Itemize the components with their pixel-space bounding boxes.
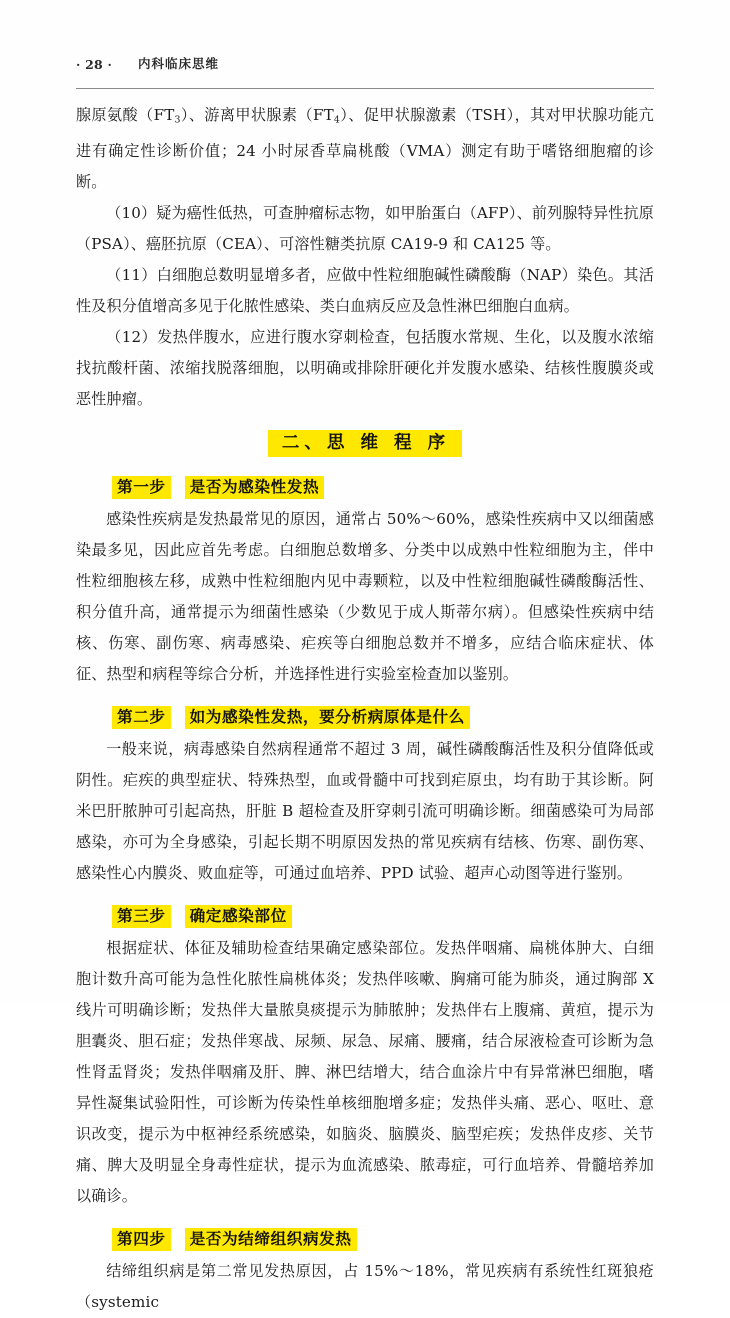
paragraph-ft-continued	[76, 100, 654, 198]
step-heading-4	[76, 1224, 654, 1254]
ft-tail-text: ）、促甲状腺激素（TSH），其对甲状腺功能亢进有确定性诊断价值；24 小时尿香草扁桃酸（VMA）测定有助于嗜铬细胞瘤的诊断。	[76, 106, 654, 191]
step-title-3: 确定感染部位	[185, 905, 292, 928]
book-title: 内科临床思维	[138, 56, 220, 71]
ft3-subscript: 3	[174, 114, 181, 126]
paragraph-step-3: 根据症状、体征及辅助检查结果确定感染部位。发热伴咽痛、扁桃体肿大、白细胞计数升高可能为急性化脓性扁桃体炎；发热伴咳嗽、胸痛可能为肺炎，通过胸部 X 线片可明确诊断；发热伴大量脓臭痰提示为肺脓肿；发热伴右上腹痛、黄疸，提示为胆囊炎、胆石症；发热伴寒战、尿频、尿急、尿痛、腰痛，结合尿液检查可诊断为急性肾盂肾炎；发热伴咽痛及肝、脾、淋巴结增大，结合血涂片中有异常淋巴细胞，嗜异性凝集试验阳性，可诊断为传染性单核细胞增多症；发热伴头痛、恶心、呕吐、意识改变，提示为中枢神经系统感染，如脑炎、脑膜炎、脑型疟疾；发热伴皮疹、关节痛、脾大及明显全身毒性症状，提示为血流感染、脓毒症，可行血培养、骨髓培养加以确诊。	[76, 938, 654, 1205]
step-heading-2	[76, 702, 654, 732]
ft-mid-text: ）、游离甲状腺素（FT	[180, 106, 334, 124]
step-title-2: 如为感染性发热，要分析病原体是什么	[185, 706, 470, 729]
step-heading-3	[76, 901, 654, 931]
text-column	[76, 100, 654, 1318]
paragraph-item-11: （11）白细胞总数明显增多者，应做中性粒细胞碱性磷酸酶（NAP）染色。其活性及积分值增高多见于化脓性感染、类白血病反应及急性淋巴细胞白血病。	[76, 265, 654, 315]
step-badge-1: 第一步	[112, 476, 171, 499]
page-number: · 28 ·	[76, 57, 113, 72]
paragraph-step-2: 一般来说，病毒感染自然病程通常不超过 3 周，碱性磷酸酶活性及积分值降低或阴性。疟疾的典型症状、特殊热型，血或骨髓中可找到疟原虫，均有助于其诊断。阿米巴肝脓肿可引起高热，肝脏 B 超检查及肝穿刺引流可明确诊断。细菌感染可为局部感染，亦可为全身感染，引起长期不明原因发热的常见疾病有结核、伤寒、副伤寒、感染性心内膜炎、败血症等，可通过血培养、PPD 试验、超声心动图等进行鉴别。	[76, 739, 654, 882]
paragraph-item-12: （12）发热伴腹水，应进行腹水穿刺检查，包括腹水常规、生化，以及腹水浓缩找抗酸杆菌、浓缩找脱落细胞，以明确或排除肝硬化并发腹水感染、结核性腹膜炎或恶性肿瘤。	[76, 327, 654, 408]
header-rule	[76, 88, 654, 89]
step-badge-4: 第四步	[112, 1228, 171, 1251]
running-head	[76, 50, 654, 72]
step-badge-3: 第三步	[112, 905, 171, 928]
paragraph-item-10: （10）疑为癌性低热，可查肿瘤标志物，如甲胎蛋白（AFP）、前列腺特异性抗原（PSA）、癌胚抗原（CEA）、可溶性糖类抗原 CA19-9 和 CA125 等。	[76, 203, 654, 253]
section-heading-text: 二、思 维 程 序	[268, 430, 462, 457]
paragraph-step-4: 结缔组织病是第二常见发热原因，占 15%～18%，常见疾病有系统性红斑狼疮（systemic	[76, 1261, 654, 1311]
step-heading-1	[76, 472, 654, 502]
step-badge-2: 第二步	[112, 706, 171, 729]
section-heading	[76, 426, 654, 460]
step-title-4: 是否为结缔组织病发热	[185, 1228, 357, 1251]
paragraph-step-1: 感染性疾病是发热最常见的原因，通常占 50%～60%，感染性疾病中又以细菌感染最多见，因此应首先考虑。白细胞总数增多、分类中以成熟中性粒细胞为主，伴中性粒细胞核左移，成熟中性粒细胞内见中毒颗粒，以及中性粒细胞碱性磷酸酶活性、积分值升高，通常提示为细菌性感染（少数见于成人斯蒂尔病）。但感染性疾病中结核、伤寒、副伤寒、病毒感染、疟疾等白细胞总数并不增多，应结合临床症状、体征、热型和病程等综合分析，并选择性进行实验室检查加以鉴别。	[76, 509, 654, 683]
ft-lead-text: 腺原氨酸（FT	[76, 106, 175, 124]
step-title-1: 是否为感染性发热	[185, 476, 325, 499]
ft4-subscript: 4	[333, 114, 340, 126]
